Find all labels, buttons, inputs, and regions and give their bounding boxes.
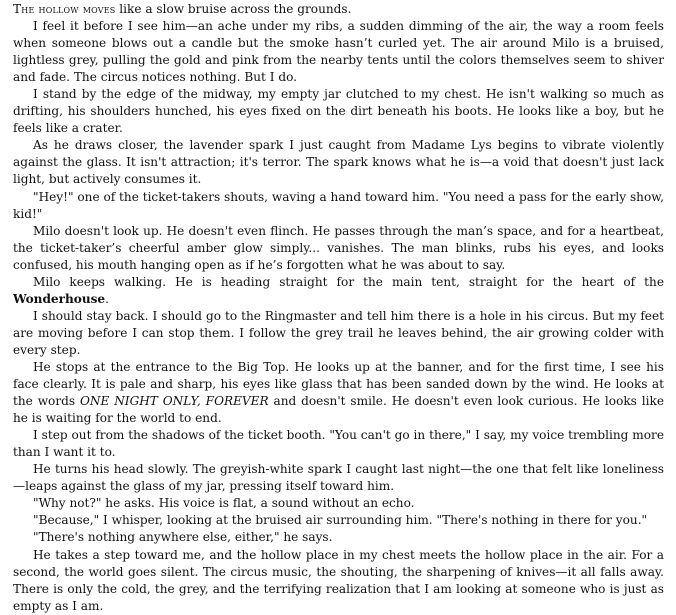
paragraph-9 xyxy=(13,359,664,427)
banner-words: ONE NIGHT ONLY, FOREVER xyxy=(79,394,269,409)
paragraph-7 xyxy=(13,274,664,308)
paragraph-7-post: . xyxy=(105,291,109,306)
paragraph-8: I should stay back. I should go to the Ringmaster and tell him there is a hole in his circus. But my feet are moving before I can stop them. I follow the grey trail he leaves behind, the air growing colder with every step. xyxy=(13,308,664,357)
paragraph-9-post: and doesn't smile. He doesn't even look curious. He looks like he is waiting for the world to end. xyxy=(13,394,665,426)
paragraph-9-pre: He stops at the entrance to the Big Top. He looks up at the banner, and for the first time, I see his face clearly. It is pale and sharp, his eyes like glass that has been sanded down by the wind. He looks at the words xyxy=(13,359,664,409)
paragraph-1-text: like a slow bruise across the grounds. xyxy=(115,2,352,16)
paragraph-10: I step out from the shadows of the ticket booth. "You can't go in there," I say, my voice trembling more than I want it to. xyxy=(13,428,664,460)
paragraph-15: He takes a step toward me, and the hollow place in my chest meets the hollow place in the air. For a second, the world goes silent. The circus music, the shouting, the sharpening of knives—it all falls away. There is only the cold, the grey, and the terrifying realization that I am looking at someone who is just as empty as I am. xyxy=(13,547,664,613)
chapter-lead-in: The hollow moves xyxy=(13,2,116,16)
paragraph-12: "Why not?" he asks. His voice is flat, a sound without an echo. xyxy=(33,496,415,511)
paragraph-14: "There's nothing anywhere else, either," he says. xyxy=(33,530,333,545)
paragraph-7-pre: Milo keeps walking. He is heading straight for the main tent, straight for the heart of the xyxy=(33,274,664,289)
wonderhouse-name: Wonderhouse xyxy=(13,291,106,306)
paragraph-13: "Because," I whisper, looking at the bruised air surrounding him. "There's nothing in there for you." xyxy=(33,513,648,528)
paragraph-4: As he draws closer, the lavender spark I just caught from Madame Lys begins to vibrate violently against the glass. It isn't attraction; it's terror. The spark knows what he is—a void that doesn't just lack light, but actively consumes it. xyxy=(13,138,664,187)
paragraph-5: "Hey!" one of the ticket-takers shouts, waving a hand toward him. "You need a pass for the early show, kid!" xyxy=(13,189,664,221)
paragraph-6: Milo doesn't look up. He doesn't even flinch. He passes through the man’s space, and for a heartbeat, the ticket-taker’s cheerful amber glow simply... vanishes. The man blinks, rubs his eyes, and looks confused, his mouth hanging open as if he’s forgotten what he was about to say. xyxy=(13,223,664,272)
paragraph-11: He turns his head slowly. The greyish-white spark I caught last night—the one that felt like loneliness—leaps against the glass of my jar, pressing itself toward him. xyxy=(13,462,664,494)
paragraph-1 xyxy=(13,1,664,18)
paragraph-3: I stand by the edge of the midway, my empty jar clutched to my chest. He isn't walking so much as drifting, his shoulders hunched, his eyes fixed on the dirt beneath his boots. He looks like a boy, but he feels like a crater. xyxy=(13,87,664,136)
paragraph-2: I feel it before I see him—an ache under my ribs, a sudden dimming of the air, the way a room feels when someone blows out a candle but the smoke hasn’t curled yet. The air around Milo is a bruised, lightless grey, pulling the gold and pink from the nearby tents until the colors themselves seem to shiver and fade. The circus notices nothing. But I do. xyxy=(13,19,664,85)
